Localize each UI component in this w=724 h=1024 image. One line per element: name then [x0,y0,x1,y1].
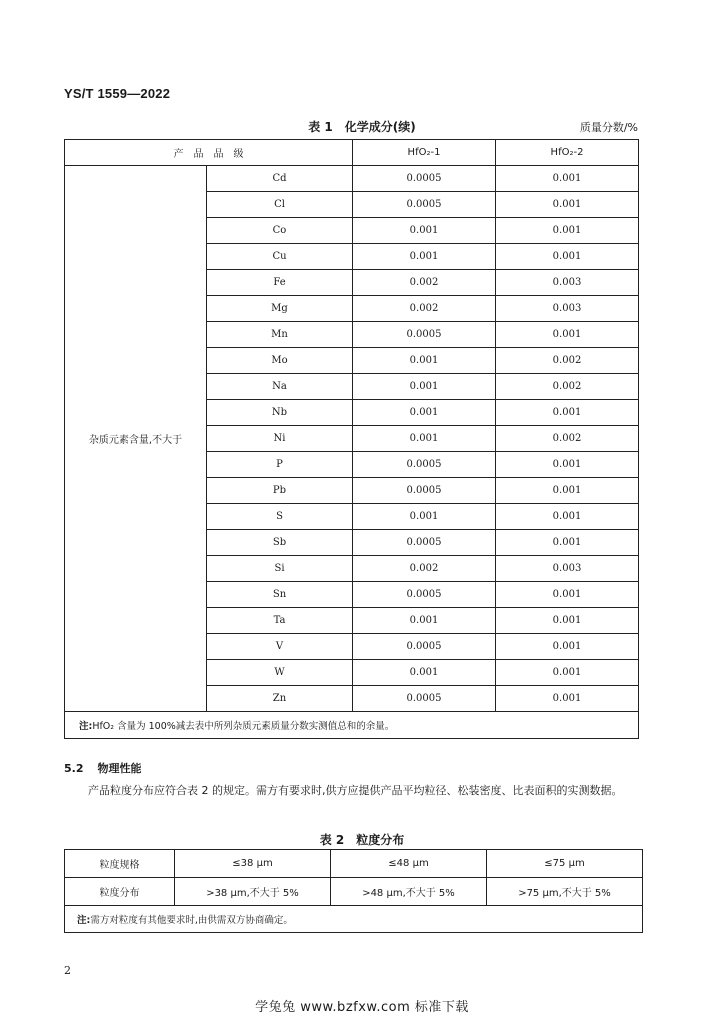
table2-note [65,906,643,933]
grade1-value: 0.001 [353,504,496,530]
standard-code: YS/T 1559—2022 [64,86,171,101]
element-cell: Cu [207,244,353,270]
table2-note-label: 注: [77,915,91,926]
table2-dist-row [65,878,643,906]
element-cell: S [207,504,353,530]
element-cell: V [207,634,353,660]
table1-note-text: HfO₂ 含量为 100%减去表中所列杂质元素质量分数实测值总和的余量。 [92,721,395,732]
element-cell: Si [207,556,353,582]
element-cell: Cl [207,192,353,218]
grade1-value: 0.002 [353,556,496,582]
grade1-value: 0.001 [353,218,496,244]
grade1-value: 0.0005 [353,192,496,218]
element-cell: Mg [207,296,353,322]
grade2-value: 0.001 [496,608,639,634]
table1-unit: 质量分数/% [579,121,638,134]
element-cell: Ta [207,608,353,634]
table1-title: 表 1 化学成分(续) [308,120,416,134]
element-cell: Zn [207,686,353,712]
element-cell: Nb [207,400,353,426]
table2-note-text: 需方对粒度有其他要求时,由供需双方协商确定。 [90,915,293,926]
element-cell: Mn [207,322,353,348]
grade1-value: 0.0005 [353,634,496,660]
grade2-value: 0.003 [496,556,639,582]
element-cell: Mo [207,348,353,374]
grade2-value: 0.002 [496,348,639,374]
table2-note-row [65,906,643,933]
impurity-group-label: 杂质元素含量,不大于 [65,166,207,712]
grade1-value: 0.001 [353,426,496,452]
grade2-value: 0.001 [496,530,639,556]
grade1-value: 0.0005 [353,452,496,478]
spec-48: ≤48 μm [331,850,487,878]
element-cell: Fe [207,270,353,296]
grade1-value: 0.0005 [353,478,496,504]
spec-38: ≤38 μm [175,850,331,878]
grade2-value: 0.001 [496,504,639,530]
grade2-value: 0.001 [496,218,639,244]
section-title: 物理性能 [97,762,142,775]
dist-48: >48 μm,不大于 5% [331,878,487,906]
table2-title: 表 2 粒度分布 [319,833,405,847]
element-cell: W [207,660,353,686]
element-cell: Sb [207,530,353,556]
chemical-composition-table [64,139,639,739]
table1-header-row [65,140,639,166]
grade1-value: 0.001 [353,608,496,634]
grade2-value: 0.001 [496,660,639,686]
grade1-value: 0.001 [353,400,496,426]
section-paragraph: 产品粒度分布应符合表 2 的规定。需方有要求时,供方应提供产品平均粒径、松装密度、比表面积的实测数据。 [88,784,623,797]
grade2-value: 0.001 [496,582,639,608]
grade2-value: 0.001 [496,634,639,660]
section-number: 5.2 [64,762,84,775]
grade2-value: 0.001 [496,166,639,192]
spec-75: ≤75 μm [487,850,643,878]
grade2-value: 0.001 [496,322,639,348]
grade2-value: 0.002 [496,374,639,400]
grade-header-2: HfO₂-2 [496,140,639,166]
grade2-value: 0.003 [496,296,639,322]
grade1-value: 0.001 [353,374,496,400]
element-cell: Cd [207,166,353,192]
grade-header-1: HfO₂-1 [353,140,496,166]
element-cell: P [207,452,353,478]
element-cell: Na [207,374,353,400]
table1-note-row [65,712,639,739]
spec-label: 粒度规格 [65,850,175,878]
grade1-value: 0.001 [353,244,496,270]
page-number: 2 [64,964,71,977]
section-heading [64,760,142,776]
element-cell: Sn [207,582,353,608]
grade1-value: 0.0005 [353,582,496,608]
grade1-value: 0.001 [353,660,496,686]
table2-spec-row [65,850,643,878]
grade1-value: 0.0005 [353,530,496,556]
dist-label: 粒度分布 [65,878,175,906]
grade1-value: 0.0005 [353,322,496,348]
dist-75: >75 μm,不大于 5% [487,878,643,906]
grade1-value: 0.0005 [353,686,496,712]
table1-row [65,166,639,192]
grade1-value: 0.001 [353,348,496,374]
grade2-value: 0.002 [496,426,639,452]
element-cell: Ni [207,426,353,452]
grade2-value: 0.001 [496,452,639,478]
grade1-value: 0.0005 [353,166,496,192]
element-cell: Co [207,218,353,244]
grade2-value: 0.001 [496,478,639,504]
grade1-value: 0.002 [353,296,496,322]
grade-header-label: 产 品 品 级 [65,140,353,166]
particle-size-table [64,849,643,933]
table1-note [65,712,639,739]
site-watermark: 学兔兔 www.bzfxw.com 标准下载 [255,1000,469,1015]
grade2-value: 0.003 [496,270,639,296]
dist-38: >38 μm,不大于 5% [175,878,331,906]
grade2-value: 0.001 [496,244,639,270]
grade2-value: 0.001 [496,400,639,426]
element-cell: Pb [207,478,353,504]
grade1-value: 0.002 [353,270,496,296]
grade2-value: 0.001 [496,686,639,712]
grade2-value: 0.001 [496,192,639,218]
table1-note-label: 注: [79,721,93,732]
